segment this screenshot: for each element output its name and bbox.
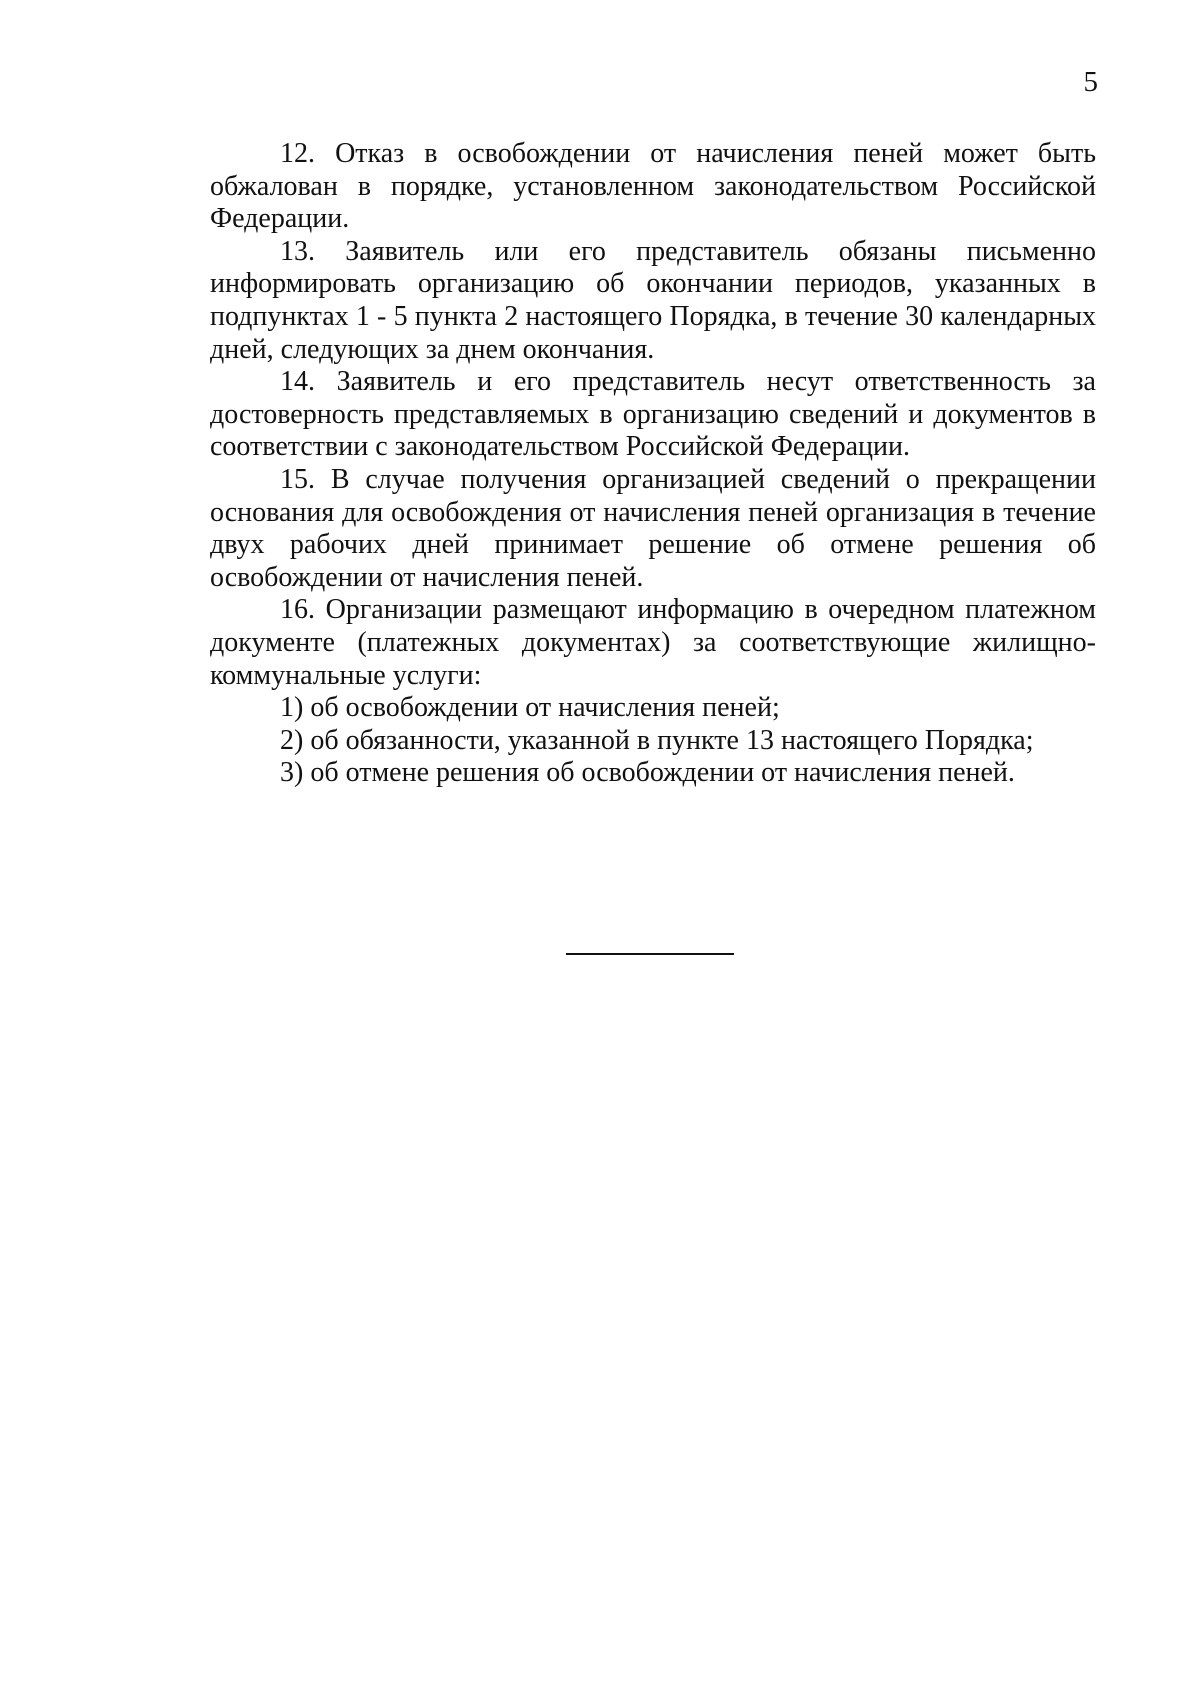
paragraph-15: 15. В случае получения организацией сведений о прекращении основания для освобождения от начисления пеней организация в течение двух рабочих дней принимает решение об отмене решения об освобождении от начисления пеней. (210, 463, 1096, 593)
paragraph-14: 14. Заявитель и его представитель несут ответственность за достоверность представляемых в организацию сведений и документов в соответствии с законодательством Российской Федерации. (210, 366, 1096, 463)
document-body (210, 138, 1096, 790)
page-number: 5 (1083, 66, 1098, 98)
end-of-document-rule (566, 953, 734, 955)
list-item: 3) об отмене решения об освобождении от начисления пеней. (280, 757, 1015, 789)
paragraph-16: 16. Организации размещают информацию в очередном платежном документе (платежных документах) за соответствующие жилищно-коммунальные услуги: (210, 594, 1096, 691)
list-item: 2) об обязанности, указанной в пункте 13 настоящего Порядка; (280, 724, 1034, 756)
list-item: 1) об освобождении от начисления пеней; (280, 692, 780, 724)
paragraph-12: 12. Отказ в освобождении от начисления пеней может быть обжалован в порядке, установленном законодательством Российской Федерации. (210, 138, 1096, 235)
paragraph-13: 13. Заявитель или его представитель обязаны письменно информировать организацию об окончании периодов, указанных в подпунктах 1 - 5 пункта 2 настоящего Порядка, в течение 30 календарных дней, следующих за днем окончания. (210, 235, 1096, 365)
